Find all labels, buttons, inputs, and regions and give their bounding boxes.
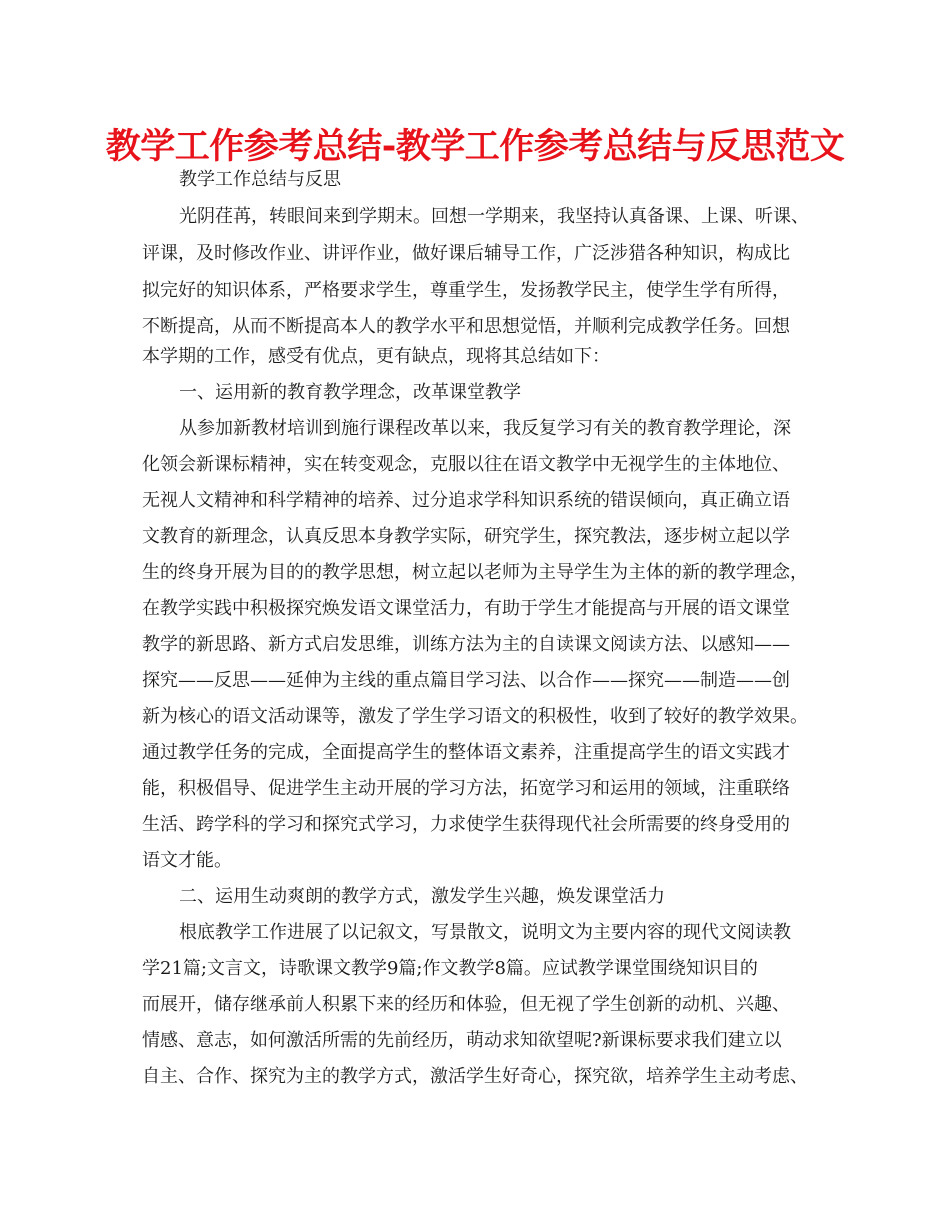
subtitle-line: 教学工作总结与反思 — [179, 169, 341, 190]
paragraph-line: 从参加新教材培训到施行课程改革以来，我反复学习有关的教育教学理论，深 — [179, 418, 791, 439]
paragraph-line: 学21篇;文言文，诗歌课文教学9篇;作文教学8篇。应试教学课堂围绕知识目的 — [142, 958, 758, 979]
paragraph-line: 新为核心的语文活动课等，激发了学生学习语文的积极性，收到了较好的教学效果。 — [142, 706, 808, 727]
paragraph-line: 根底教学工作进展了以记叙文，写景散文，说明文为主要内容的现代文阅读教 — [179, 922, 791, 943]
paragraph-line: 生的终身开展为目的的教学思想，树立起以老师为主导学生为主体的新的教学理念， — [142, 562, 808, 583]
paragraph-line: 光阴荏苒，转眼间来到学期末。回想一学期来，我坚持认真备课、上课、听课、 — [179, 206, 809, 227]
paragraph-line: 自主、合作、探究为主的教学方式，激活学生好奇心，探究欲，培养学生主动考虑、 — [142, 1066, 808, 1087]
paragraph-line: 化领会新课标精神，实在转变观念，克服以往在语文教学中无视学生的主体地位、 — [142, 454, 790, 475]
paragraph-line: 生活、跨学科的学习和探究式学习，力求使学生获得现代社会所需要的终身受用的 — [142, 814, 790, 835]
paragraph-line: 拟完好的知识体系，严格要求学生，尊重学生，发扬教学民主，使学生学有所得， — [142, 280, 790, 301]
paragraph-line: 情感、意志，如何激活所需的先前经历，萌动求知欲望呢?新课标要求我们建立以 — [142, 1030, 782, 1051]
document-title: 教学工作参考总结-教学工作参考总结与反思范文 — [105, 127, 845, 167]
paragraph-line: 本学期的工作，感受有优点，更有缺点，现将其总结如下： — [142, 346, 610, 367]
paragraph-line: 教学的新思路、新方式启发思维，训练方法为主的自读课文阅读方法、以感知—— — [142, 634, 790, 655]
section-heading: 一、运用新的教育教学理念，改革课堂教学 — [179, 382, 521, 403]
paragraph-line: 能，积极倡导、促进学生主动开展的学习方法，拓宽学习和运用的领域，注重联络 — [142, 778, 790, 799]
paragraph-line: 语文才能。 — [142, 850, 232, 871]
paragraph-line: 文教育的新理念，认真反思本身教学实际，研究学生，探究教法，逐步树立起以学 — [142, 526, 790, 547]
paragraph-line: 无视人文精神和科学精神的培养、过分追求学科知识系统的错误倾向，真正确立语 — [142, 490, 790, 511]
paragraph-line: 不断提高，从而不断提高本人的教学水平和思想觉悟，并顺利完成教学任务。回想 — [142, 316, 790, 337]
paragraph-line: 探究——反思——延伸为主线的重点篇目学习法、以合作——探究——制造——创 — [142, 670, 790, 691]
paragraph-line: 通过教学任务的完成，全面提高学生的整体语文素养，注重提高学生的语文实践才 — [142, 742, 790, 763]
paragraph-line: 评课，及时修改作业、讲评作业，做好课后辅导工作，广泛涉猎各种知识，构成比 — [142, 243, 790, 264]
section-heading: 二、运用生动爽朗的教学方式，激发学生兴趣，焕发课堂活力 — [179, 886, 665, 907]
paragraph-line: 而展开，储存继承前人积累下来的经历和体验，但无视了学生创新的动机、兴趣、 — [142, 994, 790, 1015]
paragraph-line: 在教学实践中积极探究焕发语文课堂活力，有助于学生才能提高与开展的语文课堂 — [142, 598, 790, 619]
